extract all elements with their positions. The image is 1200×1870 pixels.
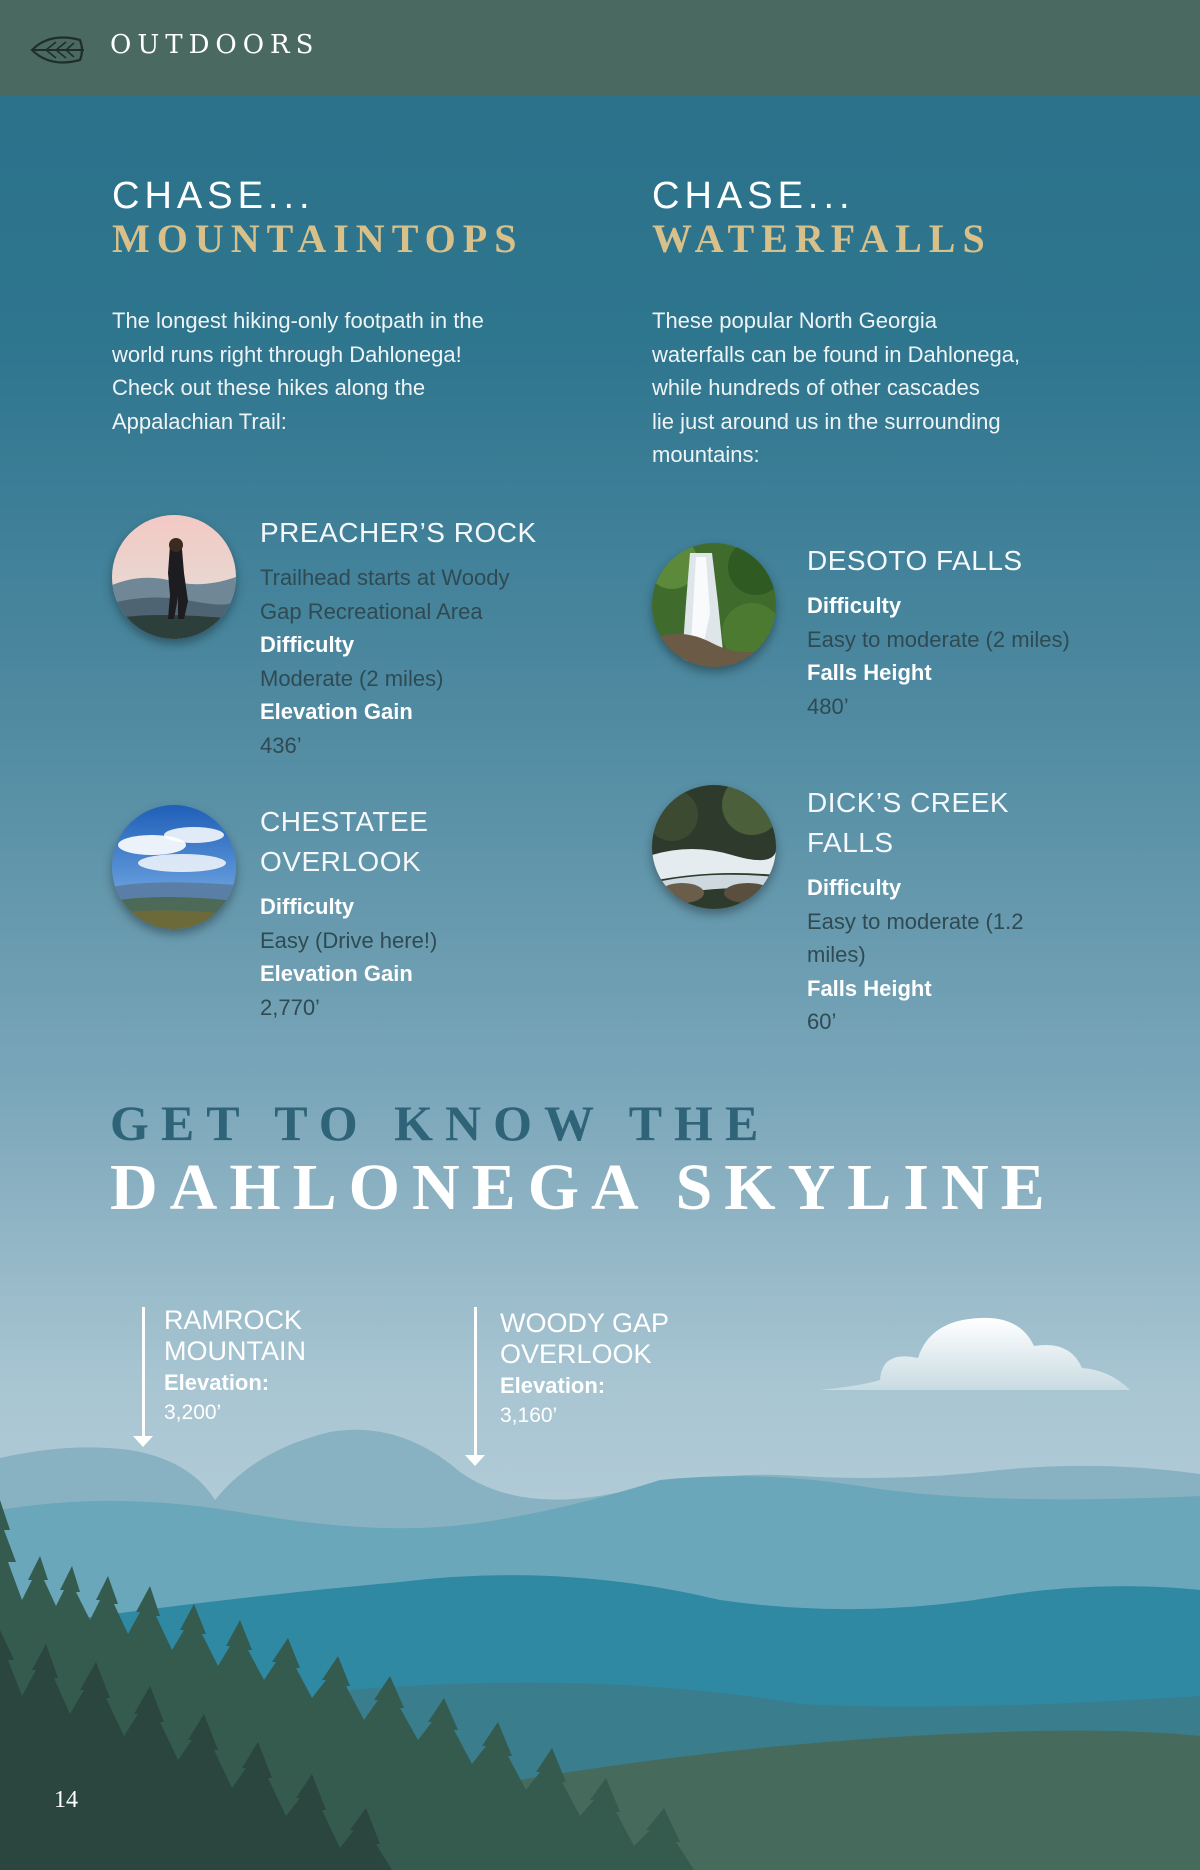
peak-name: MOUNTAIN	[164, 1336, 306, 1366]
elevation-value: 3,160’	[500, 1404, 558, 1427]
intro-line: Check out these hikes along the	[112, 375, 426, 400]
peak-name: OVERLOOK	[500, 1339, 652, 1369]
chestatee-overlook-details	[260, 802, 590, 1024]
falls-height-label: Falls Height	[807, 660, 932, 685]
intro-line: These popular North Georgia	[652, 308, 937, 333]
difficulty-label: Difficulty	[260, 632, 355, 657]
elevation-value: 3,200’	[164, 1401, 222, 1424]
peak-name: RAMROCK	[164, 1305, 303, 1335]
hike-name: CHESTATEE	[260, 806, 429, 837]
difficulty-label: Difficulty	[260, 894, 355, 919]
intro-line: Appalachian Trail:	[112, 408, 287, 434]
hike-name: DICK’S CREEK	[807, 787, 1010, 818]
difficulty-label: Difficulty	[807, 593, 902, 618]
waterfalls-kicker: CHASE...	[652, 175, 855, 217]
elevation-label: Elevation:	[500, 1373, 606, 1398]
hike-note: Trailhead starts at Woody	[260, 565, 510, 590]
intro-line: world runs right through Dahlonega!	[112, 341, 462, 367]
skyline-heading	[110, 1095, 1057, 1225]
waterfalls-intro	[652, 304, 1122, 472]
chestatee-overlook-photo	[112, 805, 236, 929]
hike-name: OVERLOOK	[260, 846, 422, 877]
desoto-falls-details	[807, 541, 1137, 723]
section-header	[0, 0, 1200, 95]
dicks-creek-falls-photo	[652, 785, 776, 909]
ramrock-arrow-head	[133, 1436, 153, 1447]
falls-height-label: Falls Height	[807, 975, 932, 1001]
woody-gap-arrow-head	[465, 1455, 485, 1466]
intro-line: while hundreds of other cascades	[652, 375, 980, 400]
difficulty-label: Difficulty	[807, 875, 902, 900]
mountaintops-kicker: CHASE...	[112, 175, 315, 217]
difficulty-value: Easy to moderate (1.2	[807, 908, 1024, 934]
hike-note: Gap Recreational Area	[260, 598, 483, 624]
hike-name: DESOTO FALLS	[807, 545, 1023, 576]
mountaintops-column	[112, 176, 582, 438]
preachers-rock-photo	[112, 515, 236, 639]
preachers-rock-details	[260, 513, 590, 762]
intro-line: lie just around us in the surrounding	[652, 408, 1001, 434]
section-title: OUTDOORS	[110, 30, 320, 60]
falls-height-value: 60’	[807, 1009, 837, 1034]
skyline-heading-line2: DAHLONEGA SKYLINE	[110, 1151, 1057, 1224]
leaf-icon	[28, 30, 88, 70]
peak-name: WOODY GAP	[500, 1308, 670, 1338]
ramrock-mountain-label	[164, 1305, 306, 1427]
woody-gap-arrow	[474, 1307, 477, 1458]
desoto-falls-photo	[652, 543, 776, 667]
page-number: 14	[54, 1787, 78, 1813]
hike-name: PREACHER’S ROCK	[260, 517, 537, 548]
difficulty-value: Easy to moderate (2 miles)	[807, 626, 1070, 652]
mountaintops-intro	[112, 304, 582, 438]
ramrock-arrow	[142, 1307, 145, 1440]
elevation-label: Elevation:	[164, 1370, 270, 1395]
skyline-heading-line1: GET TO KNOW THE	[110, 1095, 771, 1151]
woody-gap-overlook-label	[500, 1308, 669, 1430]
waterfalls-title: WATERFALLS	[652, 216, 992, 261]
intro-line: mountains:	[652, 442, 760, 467]
hike-name: FALLS	[807, 827, 894, 858]
difficulty-value: Easy (Drive here!)	[260, 927, 438, 953]
difficulty-value: Moderate (2 miles)	[260, 665, 444, 691]
intro-line: waterfalls can be found in Dahlonega,	[652, 341, 1021, 367]
difficulty-value: miles)	[807, 942, 866, 967]
dicks-creek-falls-details	[807, 783, 1137, 1039]
elevation-gain-value: 436’	[260, 732, 302, 758]
mountaintops-title: MOUNTAINTOPS	[112, 216, 524, 261]
elevation-gain-label: Elevation Gain	[260, 961, 413, 986]
waterfalls-column	[652, 176, 1122, 472]
intro-line: The longest hiking-only footpath in the	[112, 308, 484, 333]
elevation-gain-label: Elevation Gain	[260, 699, 413, 724]
elevation-gain-value: 2,770’	[260, 994, 320, 1020]
falls-height-value: 480’	[807, 693, 849, 719]
